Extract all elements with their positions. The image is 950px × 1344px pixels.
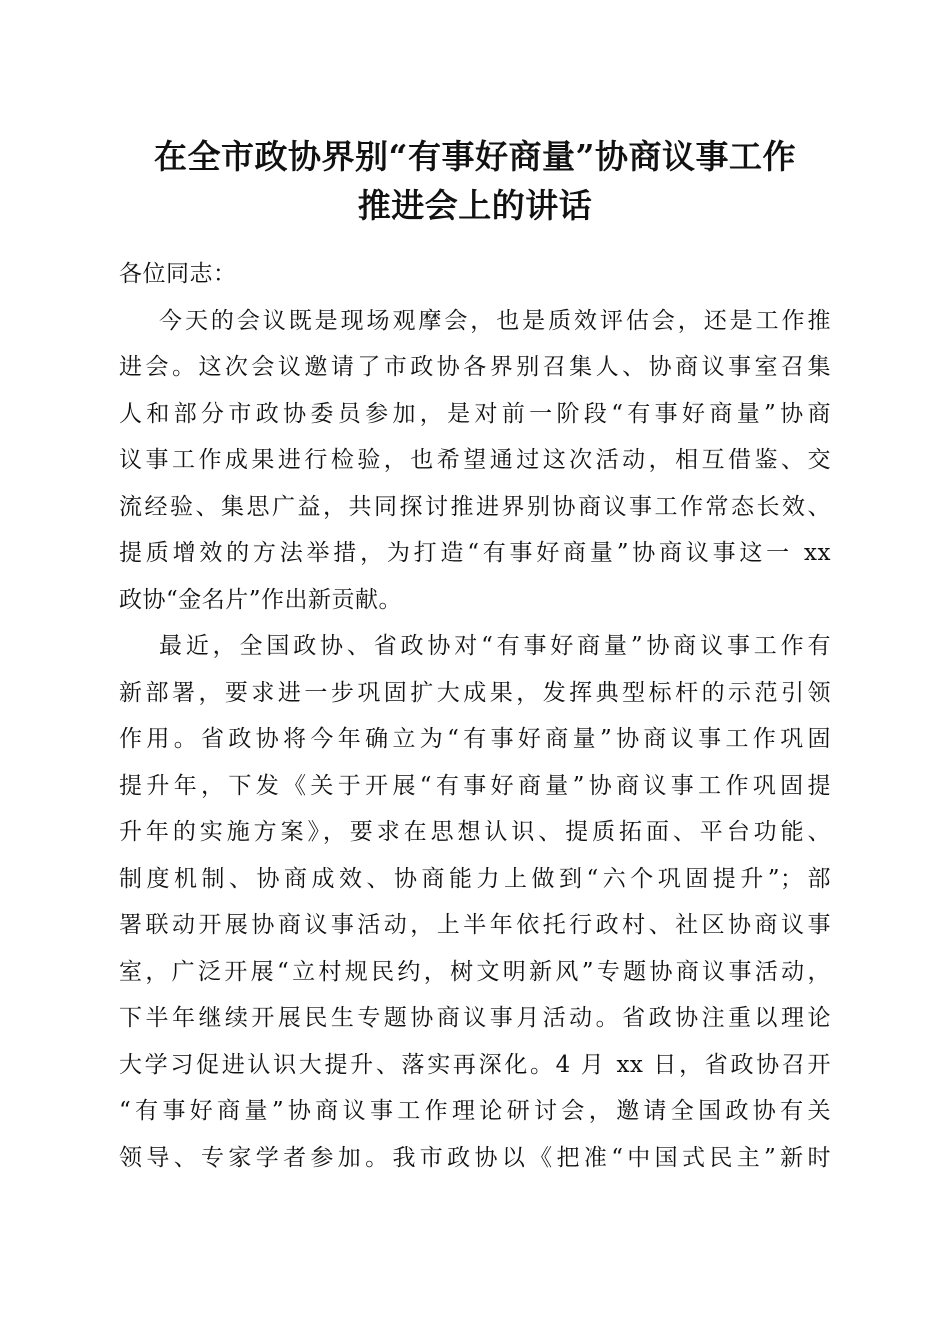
paragraph-line: 制度机制、协商成效、协商能力上做到“六个巩固提升”；部 <box>119 865 831 892</box>
paragraph-line: 流经验、集思广益，共同探讨推进界别协商议事工作常态长效、 <box>119 493 831 520</box>
paragraph-line: 新部署，要求进一步巩固扩大成果，发挥典型标杆的示范引领 <box>119 679 831 706</box>
paragraph-line: 作用。省政协将今年确立为“有事好商量”协商议事工作巩固 <box>119 726 831 752</box>
paragraph-line: 下半年继续开展民生专题协商议事月活动。省政协注重以理论 <box>119 1005 831 1031</box>
paragraph-line: 室，广泛开展“立村规民约，树文明新风”专题协商议事活动， <box>119 958 831 985</box>
paragraph-line: 提升年，下发《关于开展“有事好商量”协商议事工作巩固提 <box>119 772 831 799</box>
paragraph-line: 署联动开展协商议事活动，上半年依托行政村、社区协商议事 <box>119 912 831 938</box>
paragraph-line: 进会。这次会议邀请了市政协各界别召集人、协商议事室召集 <box>119 354 831 380</box>
document-title <box>90 132 860 230</box>
paragraph-line: 最近，全国政协、省政协对“有事好商量”协商议事工作有 <box>159 633 831 659</box>
title-line: 推进会上的讲话 <box>357 186 593 225</box>
paragraph-line: 政协“金名片”作出新贡献。 <box>119 586 403 613</box>
document-body <box>119 251 831 1181</box>
paragraph-line: 今天的会议既是现场观摩会，也是质效评估会，还是工作推 <box>159 307 831 334</box>
paragraph-line: 人和部分市政协委员参加，是对前一阶段“有事好商量”协商 <box>119 400 831 427</box>
title-line: 在全市政协界别“有事好商量”协商议事工作 <box>154 137 796 176</box>
paragraph-line: 大学习促进认识大提升、落实再深化。4 月 xx 日，省政协召开 <box>119 1051 831 1078</box>
paragraph-line: 提质增效的方法举措，为打造“有事好商量”协商议事这一 xx <box>119 540 831 566</box>
salutation: 各位同志： <box>119 261 237 287</box>
paragraph-line: 升年的实施方案》，要求在思想认识、提质拓面、平台功能、 <box>119 819 831 845</box>
paragraph-line: “有事好商量”协商议事工作理论研讨会，邀请全国政协有关 <box>119 1098 831 1124</box>
paragraph-line: 议事工作成果进行检验，也希望通过这次活动，相互借鉴、交 <box>119 447 831 473</box>
paragraph-line: 领导、专家学者参加。我市政协以《把准“中国式民主”新时 <box>119 1144 831 1171</box>
